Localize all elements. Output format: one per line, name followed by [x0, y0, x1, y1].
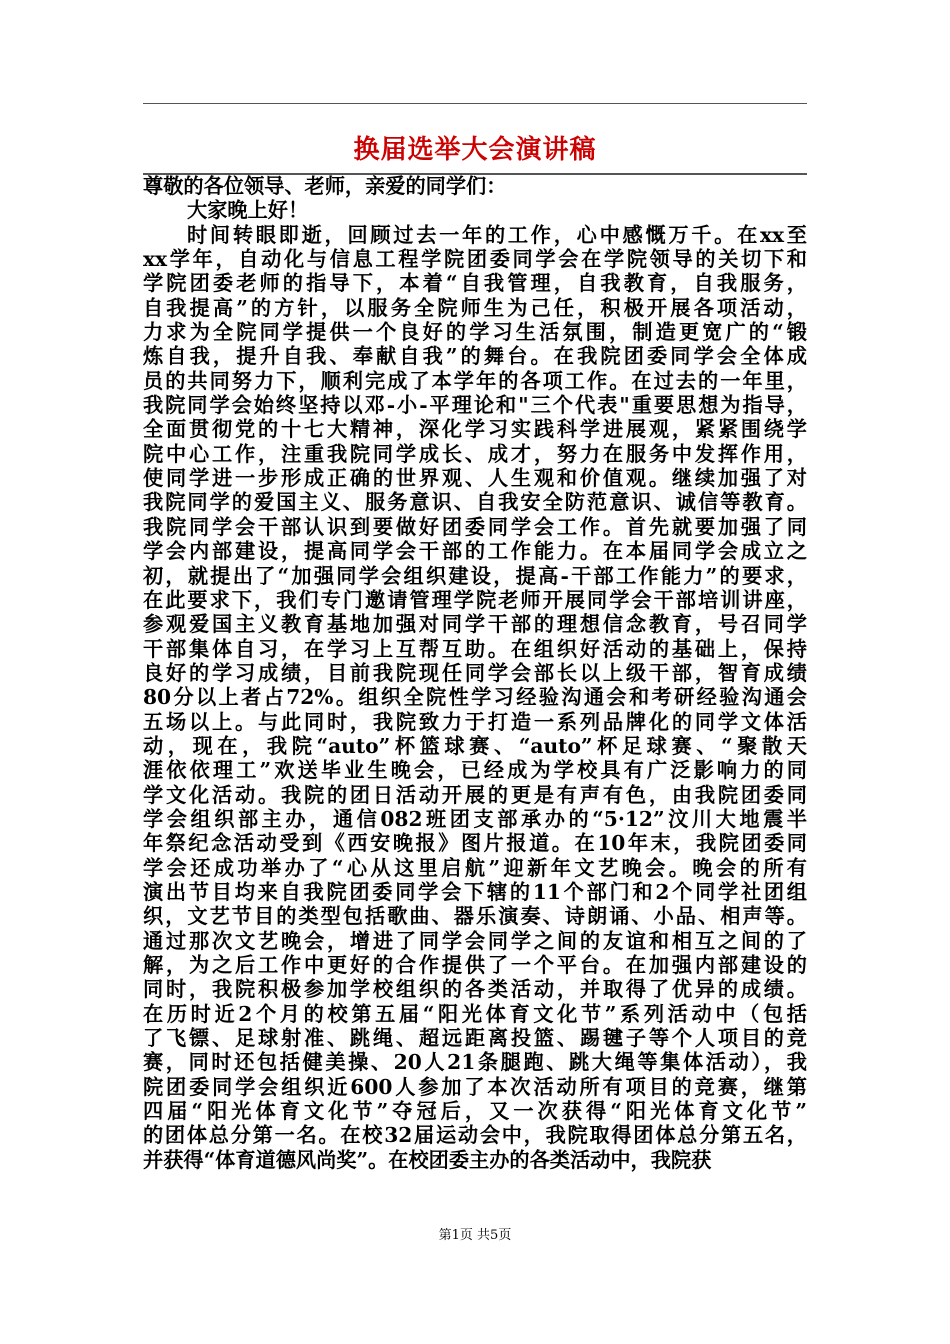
paragraph-line: 学会内部建设，提高同学会干部的工作能力。在本届同学会成立之 [143, 539, 807, 564]
paragraph-line: 赛，同时还包括健美操、20人21条腿跑、跳大绳等集体活动），我 [143, 1050, 807, 1075]
paragraph-line: 我院同学会始终坚持以邓-小-平理论和"三个代表"重要思想为指导， [143, 393, 807, 418]
paragraph-line: 院中心工作，注重我院同学成长、成才，努力在服务中发挥作用， [143, 441, 807, 466]
paragraph-line: 力求为全院同学提供一个良好的学习生活氛围，制造更宽广的“锻 [143, 320, 807, 345]
paragraph-line: 干部集体自习，在学习上互帮互助。在组织好活动的基础上，保持 [143, 636, 807, 661]
paragraph-line: 演出节目均来自我院团委同学会下辖的11个部门和2个同学社团组 [143, 879, 807, 904]
paragraph-line: 五场以上。与此同时，我院致力于打造一系列品牌化的同学文体活 [143, 709, 807, 734]
paragraph-line: 我院同学的爱国主义、服务意识、自我安全防范意识、诚信等教育。 [143, 490, 807, 515]
paragraph-line: 初，就提出了“加强同学会组织建设，提高-干部工作能力”的要求， [143, 563, 807, 588]
paragraph-line: 年祭纪念活动受到《西安晚报》图片报道。在10年末，我院团委同 [143, 831, 807, 856]
paragraph-line: 并获得“体育道德风尚奖”。在校团委主办的各类活动中，我院获 [143, 1147, 712, 1172]
paragraph-line: 在此要求下，我们专门邀请管理学院老师开展同学会干部培训讲座， [143, 587, 807, 612]
paragraph-line: 学院团委老师的指导下，本着“自我管理，自我教育，自我服务， [143, 271, 807, 296]
paragraph-line: 通过那次文艺晚会，增进了同学会同学之间的友谊和相互之间的了 [143, 928, 807, 953]
paragraph-line: 使同学进一步形成正确的世界观、人生观和价值观。继续加强了对 [143, 466, 807, 491]
paragraph-line: 四届“阳光体育文化节”夺冠后，又一次获得“阳光体育文化节” [143, 1099, 807, 1124]
paragraph-line: 学会还成功举办了“心从这里启航”迎新年文艺晚会。晚会的所有 [143, 855, 807, 880]
paragraph-line: 参观爱国主义教育基地加强对同学干部的理想信念教育，号召同学 [143, 612, 807, 637]
paragraph-line: 全面贯彻党的十七大精神，深化学习实践科学进展观，紧紧围绕学 [143, 417, 807, 442]
paragraph-line: 的团体总分第一名。在校32届运动会中，我院取得团体总分第五名， [143, 1123, 807, 1148]
paragraph-line: 解，为之后工作中更好的合作提供了一个平台。在加强内部建设的 [143, 953, 807, 977]
paragraph-line: 炼自我，提升自我、奉献自我”的舞台。在我院团委同学会全体成 [143, 344, 807, 369]
paragraph-line: 织，文艺节目的类型包括歌曲、器乐演奏、诗朗诵、小品、相声等。 [143, 904, 807, 929]
paragraph-line: 涯依依理工”欢送毕业生晚会，已经成为学校具有广泛影响力的同 [143, 758, 807, 783]
paragraph-line: 在历时近2个月的校第五届“阳光体育文化节”系列活动中（包括 [143, 1001, 807, 1026]
paragraph-line: 80分以上者占72%。组织全院性学习经验沟通会和考研经验沟通会 [143, 685, 807, 710]
page-footer: 第1页 共5页 [438, 1228, 512, 1243]
paragraph-line: 学会组织部主办，通信082班团支部承办的“5·12”汶川大地震半 [143, 806, 807, 831]
paragraph-line: 学文化活动。我院的团日活动开展的更是有声有色，由我院团委同 [143, 782, 807, 807]
paragraph-line: 时间转眼即逝，回顾过去一年的工作，心中感慨万千。在xx至 [187, 222, 807, 247]
paragraph-line: 了飞镖、足球射准、跳绳、超远距离投篮、踢毽子等个人项目的竞 [143, 1026, 807, 1051]
paragraph-line: 良好的学习成绩，目前我院现任同学会部长以上级干部，智育成绩 [143, 660, 807, 685]
paragraph-line: 自我提高”的方针，以服务全院师生为己任，积极开展各项活动， [143, 295, 807, 320]
paragraph-line: 同时，我院积极参加学校组织的各类活动，并取得了优异的成绩。 [143, 977, 807, 1002]
document-title: 换届选举大会演讲稿 [353, 135, 597, 165]
paragraph-line: 员的共同努力下，顺利完成了本学年的各项工作。在过去的一年里， [143, 368, 807, 393]
paragraph-line: 院团委同学会组织近600人参加了本次活动所有项目的竞赛，继第 [143, 1074, 807, 1099]
paragraph-line: xx学年，自动化与信息工程学院团委同学会在学院领导的关切下和 [143, 247, 807, 272]
paragraph-line: 动，现在，我院“auto”杯篮球赛、“auto”杯足球赛、“聚散天 [143, 733, 807, 758]
document-body [143, 174, 807, 1172]
salutation-line: 尊敬的各位领导、老师，亲爱的同学们： [143, 174, 507, 198]
header-rule [143, 103, 807, 104]
paragraph-line: 我院同学会干部认识到要做好团委同学会工作。首先就要加强了同 [143, 514, 807, 539]
greeting-line: 大家晚上好！ [187, 198, 309, 223]
